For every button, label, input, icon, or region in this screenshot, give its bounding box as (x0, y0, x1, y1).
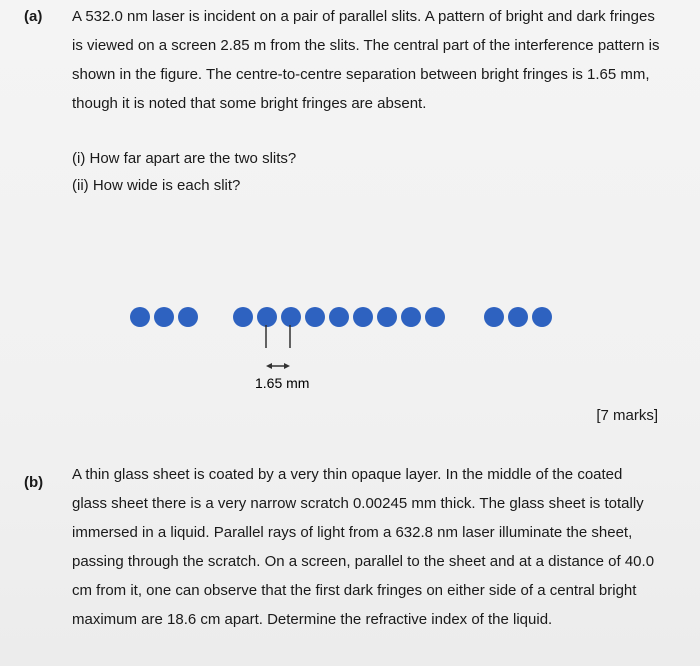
question-i: (i) How far apart are the two slits? (72, 150, 297, 167)
bright-fringe-dot (353, 307, 373, 327)
fringe-scale-marker (266, 325, 290, 369)
bright-fringe-dot (532, 307, 552, 327)
part-a-label: (a) (24, 8, 43, 25)
bright-fringe-dot (281, 307, 301, 327)
bright-fringe-dot (130, 307, 150, 327)
bright-fringe-dot (508, 307, 528, 327)
bright-fringe-dot (484, 307, 504, 327)
bright-fringe-dot (329, 307, 349, 327)
bright-fringe-dot (257, 307, 277, 327)
bright-fringe-dot (425, 307, 445, 327)
part-b-text: A thin glass sheet is coated by a very thin opaque layer. In the middle of the coated glass sheet there is a very narrow scratch 0.00245 mm thick. The glass sheet is totally immersed in a liquid. Parallel rays of light from a 632.8 nm laser illuminate the sheet, passing through the scratch. On a screen, parallel to the sheet and at a distance of 40.0 cm from it, one can observe that the first dark fringes on either side of a central bright maximum are 18.6 cm apart. Determine the refractive index of the liquid. (72, 466, 655, 628)
part-a-text: A 532.0 nm laser is incident on a pair of parallel slits. A pattern of bright and dark fringes is viewed on a screen 2.85 m from the slits. The central part of the interference pattern is shown in the figure. The centre-to-centre separation between bright fringes is 1.65 mm, though it is noted that some bright fringes are absent. (72, 8, 660, 112)
question-ii: (ii) How wide is each slit? (72, 177, 241, 194)
bright-fringe-dot (178, 307, 198, 327)
bright-fringe-dot (401, 307, 421, 327)
bright-fringe-dot (154, 307, 174, 327)
marks: [7 marks] (596, 407, 658, 424)
bright-fringe-dot (233, 307, 253, 327)
bright-fringe-dot (305, 307, 325, 327)
interference-pattern-figure (0, 290, 700, 400)
scale-label: 1.65 mm (255, 375, 310, 391)
part-b-label: (b) (24, 474, 44, 491)
bright-fringe-dot (377, 307, 397, 327)
